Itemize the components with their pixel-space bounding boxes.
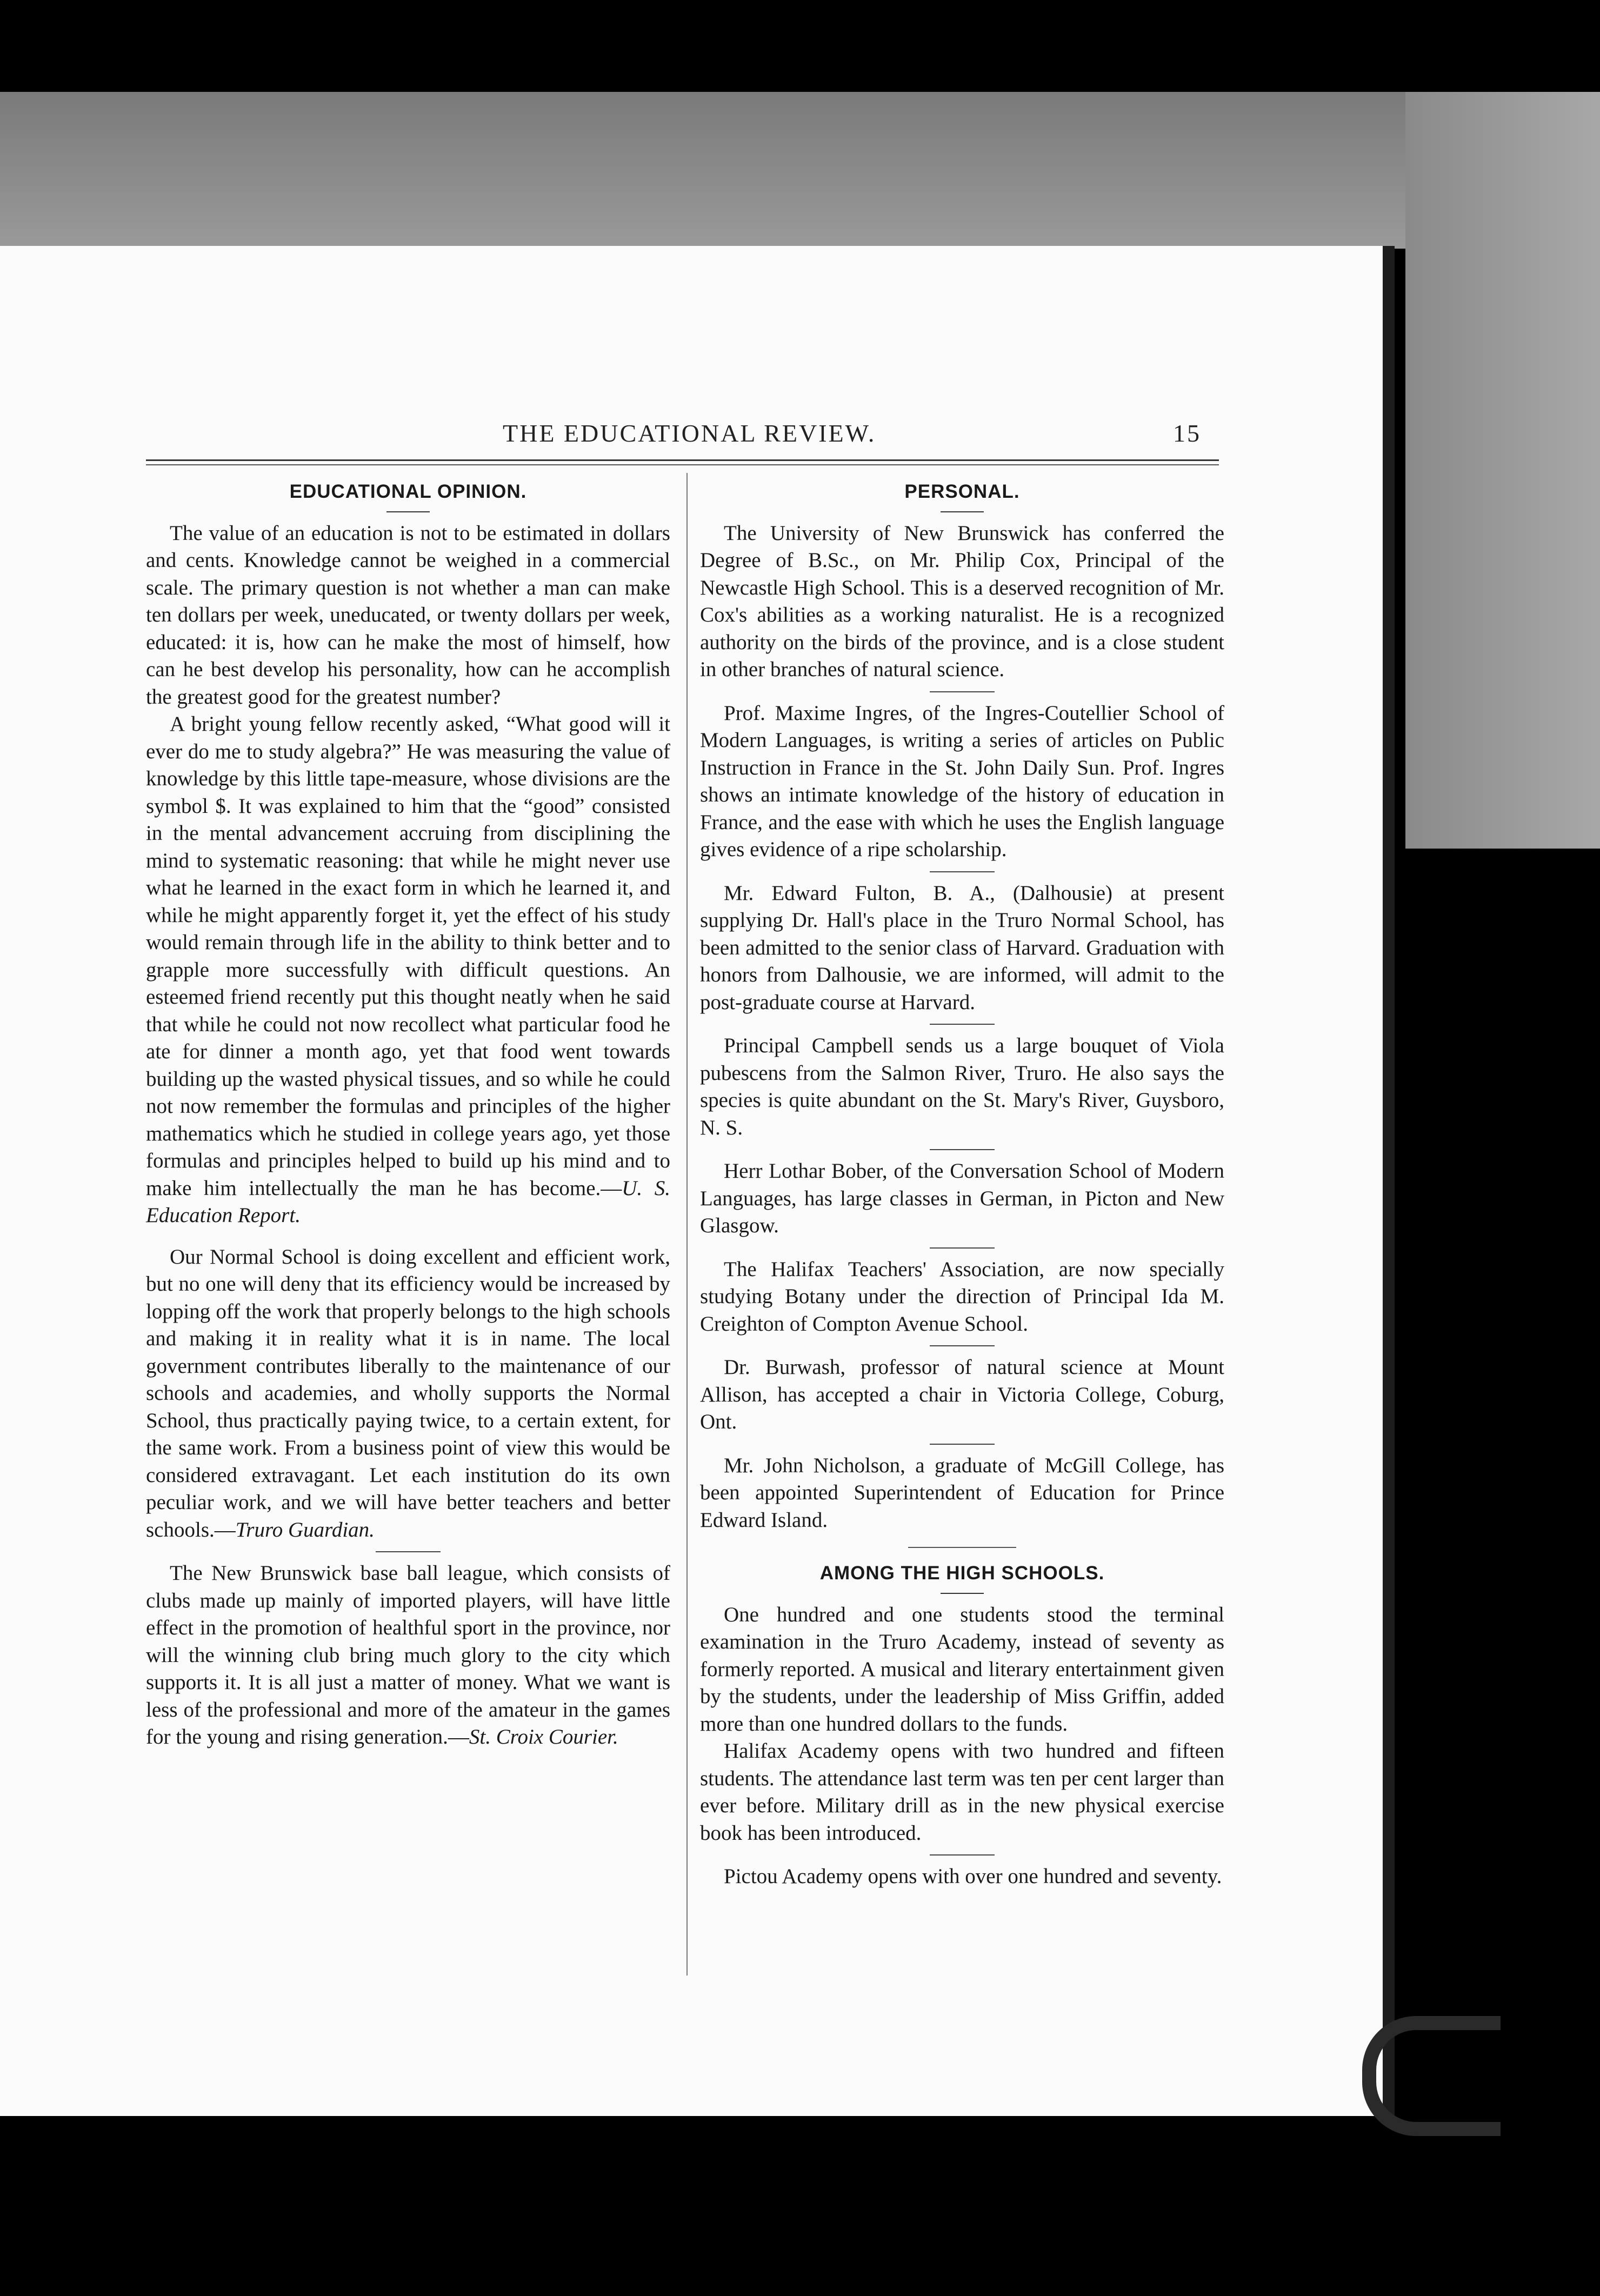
heading-rule — [941, 1593, 984, 1594]
personal-item: Herr Lothar Bober, of the Conversation School of Modern Languages, has large classes in German, in Picton and New Glasgow. — [700, 1159, 1224, 1237]
column-divider — [686, 473, 688, 1975]
separator-rule — [930, 691, 995, 692]
high-school-item: Halifax Academy opens with two hundred and fifteen students. The attendance last term was ten per cent larger than ever before. Military drill as in the new physical exercise book has been introduced. — [700, 1739, 1224, 1845]
scan-background-right — [1405, 92, 1600, 849]
personal-item: Principal Campbell sends us a large bouquet of Viola pubescens from the Salmon River, Truro. He also says the species is quite abundant on the St. Mary's River, Guysboro, N. S. — [700, 1034, 1224, 1139]
document-page — [0, 246, 1395, 2116]
right-column — [700, 478, 1224, 1891]
personal-item: Mr. John Nicholson, a graduate of McGill College, has been appointed Superintendent of Education for Prince Edward Island. — [700, 1453, 1224, 1532]
scan-background-band — [0, 92, 1600, 249]
separator-rule — [930, 871, 995, 872]
section-rule — [908, 1547, 1016, 1548]
article-paragraph: The New Brunswick base ball league, which consists of clubs made up mainly of imported players, will have little effect in the promotion of healthful sport in the province, nor will the winning club bring much glory to the city which supports it. It is all just a matter of money. What we want is less of the professional and more of the amateur in the games for the young and rising generation.—St. Croix Courier. — [146, 1561, 670, 1748]
personal-item: Dr. Burwash, professor of natural science at Mount Allison, has accepted a chair in Victoria College, Coburg, Ont. — [700, 1356, 1224, 1433]
personal-item: Prof. Maxime Ingres, of the Ingres-Coutellier School of Modern Languages, is writing a series of articles on Public Instruction in France in the St. John Daily Sun. Prof. Ingres shows an intimate knowledge of the history of education in France, and the ease with which he uses the English language gives evidence of a ripe scholarship. — [700, 701, 1224, 861]
article-paragraph: The value of an education is not to be estimated in dollars and cents. Knowledge cannot be weighed in a commercial scale. The primary question is not whether a man can make ten dollars per week, uneducated, or twenty dollars per week, educated: it is, how can he make the most of himself, how can he best develop his personality, how can he accomplish the greatest good for the greatest number? — [146, 521, 670, 709]
separator-rule — [930, 1444, 995, 1445]
source-credit: St. Croix Courier. — [469, 1725, 618, 1748]
section-heading-high-schools: AMONG THE HIGH SCHOOLS. — [819, 1563, 1105, 1584]
separator-rule — [930, 1024, 995, 1025]
separator-rule — [930, 1345, 995, 1346]
article-paragraph: A bright young fellow recently asked, “What good will it ever do me to study algebra?” He was measuring the value of knowledge by this little tape-measure, whose divisions are the symbol $. It was explained to him that the “good” consisted in the mental advancement accruing from disciplining the mind to systematic reasoning: that while he might never use what he learned in the exact form in which he learned it, and while he might apparently forget it, yet the effect of his study would remain through life in the ability to think better and to grapple more successfully with difficult questions. An esteemed friend recently put this thought neatly when he said that while he could not now recollect what particular food he ate for dinner a month ago, yet that food went towards building up the wasted physical tissues, and so while he could not now remember the formulas and principles of the higher mathematics which he studied in college years ago, yet those formulas and principles helped to build up his mind and to make him intellectually the man he has become.—U. S. Education Report. — [146, 712, 670, 1227]
separator-rule — [930, 1149, 995, 1150]
separator-rule — [930, 1854, 995, 1856]
personal-item: Mr. Edward Fulton, B. A., (Dalhousie) at present supplying Dr. Hall's place in the Truro Normal School, has been admitted to the senior class of Harvard. Graduation with honors from Dalhousie, we are informed, will admit to the post-graduate course at Harvard. — [700, 881, 1224, 1014]
section-heading-personal: PERSONAL. — [904, 481, 1020, 502]
separator-rule — [930, 1247, 995, 1249]
article-paragraph: Our Normal School is doing excellent and efficient work, but no one will deny that its efficiency would be increased by lopping off the work that properly belongs to the high schools and making it in reality what it is in name. The local government contributes liberally to the maintenance of our schools and academies, and wholly supports the Normal School, thus practically paying twice, to a certain extent, for the same work. From a business point of view this would be considered extravagant. Let each institution do its own peculiar work, and we will have better teachers and better schools.—Truro Guardian. — [146, 1245, 670, 1541]
source-credit: U. S. Education Report. — [146, 1176, 670, 1227]
binder-clip — [1362, 2016, 1501, 2136]
header-rule — [146, 459, 1219, 465]
left-column — [146, 478, 670, 1751]
separator-rule — [376, 1551, 441, 1552]
high-school-item: One hundred and one students stood the terminal examination in the Truro Academy, instead of seventy as formerly reported. A musical and literary entertainment given by the students, under the leadership of Miss Griffin, added more than one hundred dollars to the funds. — [700, 1603, 1224, 1736]
heading-rule — [386, 511, 430, 512]
page-number: 15 — [1173, 419, 1201, 447]
heading-rule — [941, 511, 984, 512]
personal-item: The University of New Brunswick has conferred the Degree of B.Sc., on Mr. Philip Cox, Principal of the Newcastle High School. This is a deserved recognition of Mr. Cox's abilities as a working naturalist. He is a recognized authority on the birds of the province, and is a close student in other branches of natural science. — [700, 521, 1224, 681]
personal-item: The Halifax Teachers' Association, are now specially studying Botany under the direction of Principal Ida M. Creighton of Compton Avenue School. — [700, 1257, 1224, 1336]
source-credit: Truro Guardian. — [235, 1518, 375, 1541]
journal-title: THE EDUCATIONAL REVIEW. — [503, 419, 876, 447]
section-heading-educational-opinion: EDUCATIONAL OPINION. — [289, 481, 527, 502]
high-school-item: Pictou Academy opens with over one hundred and seventy. — [724, 1865, 1222, 1888]
